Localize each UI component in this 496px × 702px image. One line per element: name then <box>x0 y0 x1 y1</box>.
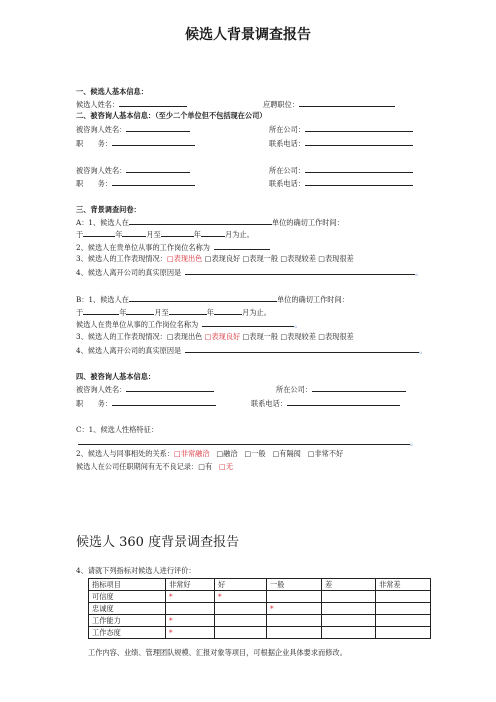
c2-row <box>76 449 343 458</box>
row-label: 工作态度 <box>89 627 166 639</box>
header-poor: 差 <box>322 579 376 591</box>
a3-option-good[interactable]: □表现良好 <box>204 254 241 263</box>
document-title: 候选人背景调查报告 <box>185 27 311 43</box>
section-4-heading: 四、被咨询人基本信息： <box>76 372 156 381</box>
b1-year-start[interactable] <box>83 307 119 315</box>
ref3-title-field[interactable] <box>112 398 216 406</box>
ref2-name-row <box>76 165 190 175</box>
report-360-title: 候选人 360 度背景调查报告 <box>76 535 240 550</box>
section-2-heading: 二、被咨询人基本信息：（至少二个单位但不包括现在公司） <box>76 111 267 120</box>
rating-cell[interactable] <box>215 615 267 627</box>
applied-position-row <box>263 99 395 109</box>
a2-position-field[interactable] <box>214 242 270 250</box>
ref1-phone-row <box>269 138 413 148</box>
b3-option-good[interactable]: □表现良好 <box>204 332 241 341</box>
b1-suffix: 单位的确切工作时间： <box>276 295 349 304</box>
b3-label: 3、候选人的工作表现情况： <box>76 332 167 341</box>
a1-month-end[interactable] <box>201 229 225 237</box>
a1-month-to: 月至 <box>146 230 161 239</box>
ref2-name-field[interactable] <box>126 165 190 173</box>
c2-option-harmonious[interactable]: □融洽 <box>216 449 238 458</box>
b2-label: 候选人在贵单位从事的工作岗位名称为 <box>76 320 199 329</box>
ref1-title-row <box>76 138 195 148</box>
a4-label: 4、候选人离开公司的真实原因是 <box>76 268 182 277</box>
ref1-name-field[interactable] <box>126 124 190 132</box>
rating-cell[interactable]: * <box>166 591 215 603</box>
ref1-title-field[interactable] <box>112 138 195 146</box>
rating-cell[interactable] <box>322 591 376 603</box>
ref2-company-field[interactable] <box>305 165 413 173</box>
c2-option-neutral[interactable]: □一般 <box>244 449 266 458</box>
rating-cell[interactable]: * <box>267 603 322 615</box>
a4-row <box>76 267 422 277</box>
b1-date-from: 于 <box>76 308 84 317</box>
ref3-name-label: 被咨询人姓名： <box>76 385 127 394</box>
b3-option-excellent[interactable]: □表现出色 <box>166 332 203 341</box>
b1-prefix: B：1、候选人在 <box>76 295 129 304</box>
c3-option-no[interactable]: □无 <box>219 462 234 471</box>
applied-position-label: 应聘职位： <box>263 100 299 109</box>
b1-year2-label: 年 <box>206 308 214 317</box>
rating-cell[interactable] <box>376 627 431 639</box>
evaluation-header-row <box>89 579 431 591</box>
c3-label: 候选人在公司任职期间有无不良记录： <box>76 462 199 471</box>
ref3-phone-label: 联系电话： <box>251 399 287 408</box>
a1-year-label: 年 <box>115 230 123 239</box>
header-good: 好 <box>215 579 267 591</box>
a1-prefix: A：1、候选人在 <box>76 218 129 227</box>
candidate-name-row <box>76 99 187 109</box>
b4-label: 4、候选人离开公司的真实原因是 <box>76 346 182 355</box>
c3-row <box>76 462 233 471</box>
candidate-name-field[interactable] <box>119 99 187 107</box>
ref1-phone-label: 联系电话： <box>269 139 305 148</box>
b1-month-to: 月至 <box>154 308 169 317</box>
c1-answer-row <box>78 437 417 447</box>
c1-period: 。 <box>410 438 418 447</box>
b1-company-field[interactable] <box>129 294 277 302</box>
rating-cell[interactable] <box>267 627 322 639</box>
rating-cell[interactable]: * <box>215 591 267 603</box>
ref1-company-field[interactable] <box>305 124 413 132</box>
a3-row <box>76 254 354 263</box>
a1-company-field[interactable] <box>129 217 272 225</box>
rating-cell[interactable] <box>376 591 431 603</box>
b3-option-very-poor[interactable]: □表现很差 <box>318 332 354 341</box>
ref3-phone-row <box>251 398 400 408</box>
b1-month-start[interactable] <box>126 307 154 315</box>
a1-row <box>76 217 344 227</box>
section-1-heading: 一、候选人基本信息： <box>76 87 148 96</box>
header-indicator: 指标项目 <box>89 579 166 591</box>
ref2-company-row <box>269 165 413 175</box>
c2-label: 2、候选人与同事相处的关系： <box>76 449 175 458</box>
rating-cell[interactable] <box>267 615 322 627</box>
ref3-title-row <box>76 398 216 408</box>
c1-label: C：1、候选人性格特征： <box>76 425 158 434</box>
ref3-company-row <box>276 384 406 394</box>
ref1-phone-field[interactable] <box>305 138 413 146</box>
rating-cell[interactable] <box>322 615 376 627</box>
row-label: 可信度 <box>89 591 166 603</box>
ref2-name-label: 被咨询人姓名： <box>76 166 127 175</box>
ref2-phone-label: 联系电话： <box>269 179 305 188</box>
ref1-name-label: 被咨询人姓名： <box>76 125 127 134</box>
b2-period: 。 <box>294 320 302 329</box>
b3-row <box>76 332 354 341</box>
evaluation-row <box>89 591 431 603</box>
b1-month-end-label: 月为止。 <box>242 308 271 317</box>
ref1-company-label: 所在公司： <box>269 125 305 134</box>
header-very-poor: 非常差 <box>376 579 431 591</box>
a1-suffix: 单位的确切工作时间： <box>271 218 344 227</box>
ref3-company-field[interactable] <box>312 384 406 392</box>
c1-traits-field[interactable] <box>78 437 410 445</box>
section-3-heading: 三、背景调查问卷： <box>76 205 141 214</box>
b3-option-poor[interactable]: □表现较差 <box>280 332 316 341</box>
b1-year-label: 年 <box>119 308 127 317</box>
rating-cell[interactable] <box>322 627 376 639</box>
ref3-title-label: 职 务： <box>76 399 112 408</box>
ref3-phone-field[interactable] <box>287 398 400 406</box>
evaluation-note: 工作内容、业绩、管理团队规模、汇报对象等项目，可根据企业具体要求而修改。 <box>88 648 347 657</box>
b3-option-average[interactable]: □表现一般 <box>242 332 279 341</box>
c2-option-distant[interactable]: □有隔阂 <box>272 449 301 458</box>
b1-dates-row <box>76 307 271 317</box>
a2-row <box>76 242 270 252</box>
b4-reason-field[interactable] <box>185 345 419 353</box>
evaluation-row <box>89 627 431 639</box>
c2-option-very-harmonious[interactable]: □非常融洽 <box>174 449 210 458</box>
a1-year-end[interactable] <box>161 229 194 237</box>
b4-row <box>76 345 426 355</box>
row-label: 工作能力 <box>89 615 166 627</box>
rating-cell[interactable] <box>215 603 267 615</box>
ref2-title-row <box>76 178 195 188</box>
ref2-company-label: 所在公司： <box>269 166 305 175</box>
a3-option-average[interactable]: □表现一般 <box>242 254 279 263</box>
rating-cell[interactable]: * <box>166 627 215 639</box>
ref2-title-label: 职 务： <box>76 179 112 188</box>
a3-option-excellent[interactable]: □表现出色 <box>166 254 203 263</box>
candidate-name-label: 候选人姓名： <box>76 100 120 109</box>
ref2-phone-field[interactable] <box>305 178 413 186</box>
ref1-title-label: 职 务： <box>76 139 112 148</box>
applied-position-field[interactable] <box>299 99 395 107</box>
a1-date-from: 于 <box>76 230 84 239</box>
ref3-name-field[interactable] <box>126 384 214 392</box>
b2-row <box>76 319 301 329</box>
c3-option-yes[interactable]: □有 <box>198 462 213 471</box>
a1-month-end-label: 月为止。 <box>225 230 254 239</box>
header-average: 一般 <box>267 579 322 591</box>
header-very-good: 非常好 <box>166 579 215 591</box>
evaluation-row <box>89 603 431 615</box>
a1-year-start[interactable] <box>83 229 115 237</box>
evaluation-intro: 4、请就下列指标对候选人进行评价： <box>76 566 196 575</box>
row-label: 忠诚度 <box>89 603 166 615</box>
a4-reason-field[interactable] <box>185 267 415 275</box>
ref1-company-row <box>269 124 413 134</box>
a4-period: 。 <box>415 268 423 277</box>
b2-position-field[interactable] <box>202 319 294 327</box>
rating-cell[interactable] <box>166 603 215 615</box>
b1-month-end[interactable] <box>214 307 242 315</box>
ref3-name-row <box>76 384 214 394</box>
ref2-phone-row <box>269 178 413 188</box>
b1-year-end[interactable] <box>169 307 207 315</box>
ref1-name-row <box>76 124 190 134</box>
b1-row <box>76 294 349 304</box>
a1-dates-row <box>76 229 254 239</box>
rating-cell[interactable] <box>215 627 267 639</box>
a3-label: 3、候选人的工作表现情况： <box>76 254 167 263</box>
a3-option-very-poor[interactable]: □表现很差 <box>318 254 354 263</box>
ref2-title-field[interactable] <box>112 178 195 186</box>
rating-cell[interactable] <box>376 615 431 627</box>
a3-option-poor[interactable]: □表现较差 <box>280 254 316 263</box>
a2-label: 2、候选人在贵单位从事的工作岗位名称为 <box>76 243 210 252</box>
evaluation-row <box>89 615 431 627</box>
b4-period: 。 <box>419 346 427 355</box>
c2-option-very-bad[interactable]: □非常不好 <box>307 449 344 458</box>
evaluation-table <box>88 578 431 639</box>
a1-month-start[interactable] <box>122 229 146 237</box>
ref3-company-label: 所在公司： <box>276 385 312 394</box>
rating-cell[interactable] <box>322 603 376 615</box>
rating-cell[interactable] <box>376 603 431 615</box>
rating-cell[interactable]: * <box>166 615 215 627</box>
rating-cell[interactable] <box>267 591 322 603</box>
a1-year2-label: 年 <box>193 230 201 239</box>
